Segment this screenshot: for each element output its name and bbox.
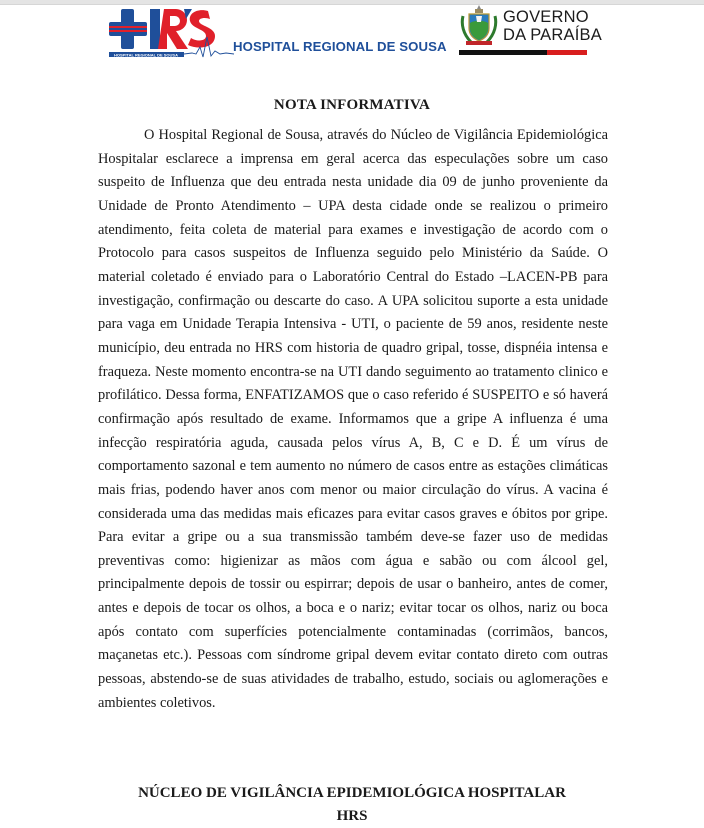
hrs-logo-icon [108,7,238,59]
paraiba-coat-of-arms-icon [460,4,498,48]
government-line-2: DA PARAÍBA [503,26,602,44]
hospital-name: HOSPITAL REGIONAL DE SOUSA [233,39,447,54]
color-bar-black [459,50,547,55]
letterhead [0,0,704,70]
document-body-paragraph: O Hospital Regional de Sousa, através do Núcleo de Vigilância Epidemiológica Hospitalar esclarece a imprensa em geral acerca das especulações sobre um caso suspeito de Influenza que deu entrada nesta unidade dia 09 de junho proveniente da Unidade de Pronto Atendimento – UPA desta cidade onde se realizou o primeiro atendimento, feita coleta de material para exames e investigação de acordo com o Protocolo para casos suspeitos de Influenza seguido pelo Ministério da Saúde. O material coletado é enviado para o Laboratório Central do Estado –LACEN-PB para investigação, confirmação ou descarte do caso. A UPA solicitou suporte a esta unidade para vaga em Unidade Terapia Intensiva - UTI, o paciente de 59 anos, residente neste município, deu entrada no HRS com historia de quadro gripal, tosse, dispnéia intensa e fraqueza. Neste momento encontra-se na UTI dando seguimento ao tratamento clinico e profilático. Dessa forma, ENFATIZAMOS que o caso referido é SUSPEITO e só haverá confirmação após resultado de exame. Informamos que a gripe A influenza é uma infecção respiratória aguda, causada pelos vírus A, B, C e D. É um vírus de comportamento sazonal e tem aumento no número de casos entre as estações climáticas mais frias, podendo haver anos com menor ou maior circulação do vírus. A vacina é considerada uma das medidas mais eficazes para evitar casos graves e óbitos por gripe. Para evitar a gripe ou a sua transmissão também deve-se fazer uso de medidas preventivas como: higienizar as mãos com água e sabão ou com álcool gel, principalmente depois de tossir ou espirrar; depois de usar o banheiro, antes de comer, antes e depois de tocar os olhos, a boca e o nariz; evitar tocar os olhos, nariz ou boca após contato com superfícies potencialmente contaminadas (corrimãos, bancos, maçanetas etc.). Pessoas com síndrome gripal devem evitar contato direto com outras pessoas, abstendo-se de suas atividades de trabalho, estudo, sociais ou aglomerações e ambientes coletivos. [98,127,608,711]
government-name [503,8,602,44]
government-color-bar [459,50,587,55]
signature-organization: HRS [336,808,368,824]
signature-department: NÚCLEO DE VIGILÂNCIA EPIDEMIOLÓGICA HOSPITALAR [138,785,566,801]
signature-block [0,782,704,828]
document-title: NOTA INFORMATIVA [273,97,431,113]
color-bar-red [547,50,587,55]
hrs-logo-subtext: HOSPITAL REGIONAL DE SOUSA [113,52,179,58]
government-line-1: GOVERNO [503,8,589,26]
